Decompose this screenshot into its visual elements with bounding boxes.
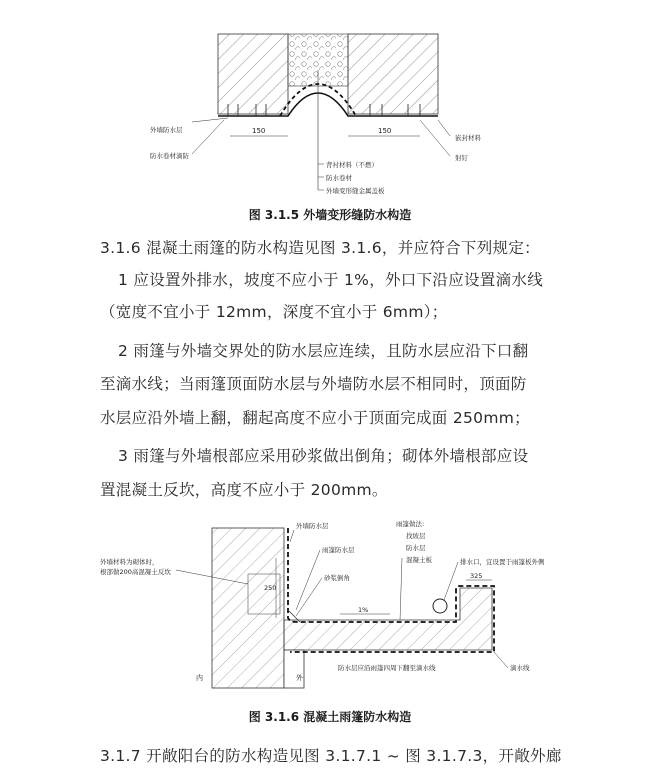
label-drip-note: 防水层应沿雨篷四周下翻至滴水线 [338, 664, 436, 672]
label-drip-line: 滴水线 [510, 664, 530, 672]
label-backing: 背衬材料（不燃） [326, 161, 378, 169]
label-masonry-note-2: 根部做200高混凝土反坎 [100, 568, 171, 576]
item2-line3: 水层应沿外墙上翻，翻起高度不应小于顶面完成面 250mm； [100, 409, 530, 427]
canopy-slab [284, 588, 492, 650]
item2-line2: 至滴水线；当雨篷顶面防水层与外墙防水层不相同时，顶面防 [100, 375, 527, 393]
item2-line1: 2 雨篷与外墙交界处的防水层应连续，且防水层应沿下口翻 [118, 342, 529, 360]
slope-label: 1% [358, 606, 369, 614]
label-wall-waterproof: 外墙防水层 [296, 522, 329, 530]
label-fastener: 射钉 [455, 154, 468, 162]
label-outlet-note: 排水口，宜设置于雨篷板外侧 [460, 558, 545, 566]
item3-line1: 3 雨篷与外墙根部应采用砂浆做出倒角；砌体外墙根部应设 [118, 447, 529, 465]
figure-3-1-5-drawing [120, 30, 560, 200]
label-mortar-chamfer: 砂浆倒角 [324, 574, 350, 582]
label-membrane: 防水卷材 [326, 174, 352, 182]
label-sealant: 嵌封材料 [455, 134, 481, 142]
label-waterproof-layer: 外墙防水层 [150, 126, 183, 134]
figure-3-1-6-caption: 图 3.1.6 混凝土雨篷防水构造 [248, 710, 412, 724]
label-waterproof-layer: 防水层 [406, 544, 426, 552]
label-membrane-drip: 防水卷材滴防 [150, 152, 189, 160]
dim-250: 250 [264, 584, 277, 592]
dim-right: 150 [378, 127, 392, 135]
left-wall [218, 34, 288, 114]
figure-3-1-5-caption: 图 3.1.5 外墙变形缝防水构造 [248, 208, 412, 222]
label-canopy-waterproof: 雨篷防水层 [322, 546, 355, 554]
label-finish-layer: 找坡层 [406, 532, 426, 540]
item3-line2: 置混凝土反坎，高度不应小于 200mm。 [100, 481, 388, 499]
item1-line1: 1 应设置外排水，坡度不应小于 1%，外口下沿应设置滴水线 [118, 271, 544, 289]
section-3-1-7-heading: 3.1.7 开敞阳台的防水构造见图 3.1.7.1 ~ 图 3.1.7.3，开敞外廊 [100, 747, 562, 765]
expansion-joint-diagram [120, 30, 560, 200]
dim-left: 150 [252, 127, 266, 135]
label-inside: 内 [196, 674, 203, 682]
right-wall [348, 34, 438, 114]
label-canopy-method: 雨篷做法: [396, 520, 425, 528]
drain-outlet [433, 599, 447, 613]
section-3-1-6-heading: 3.1.6 混凝土雨篷的防水构造见图 3.1.6，并应符合下列规定： [100, 239, 540, 257]
label-concrete-slab: 混凝土板 [406, 556, 432, 564]
label-outside: 外 [296, 674, 303, 682]
figure-3-1-6-drawing [100, 518, 580, 694]
dim-top: 325 [470, 572, 483, 580]
label-cover-plate: 外墙变形缝金属盖板 [326, 187, 385, 195]
canopy-diagram [100, 518, 580, 694]
item1-line2: （宽度不宜小于 12mm，深度不宜小于 6mm）； [100, 303, 448, 321]
label-masonry-note-1: 外墙材料为砌体时， [100, 558, 159, 566]
